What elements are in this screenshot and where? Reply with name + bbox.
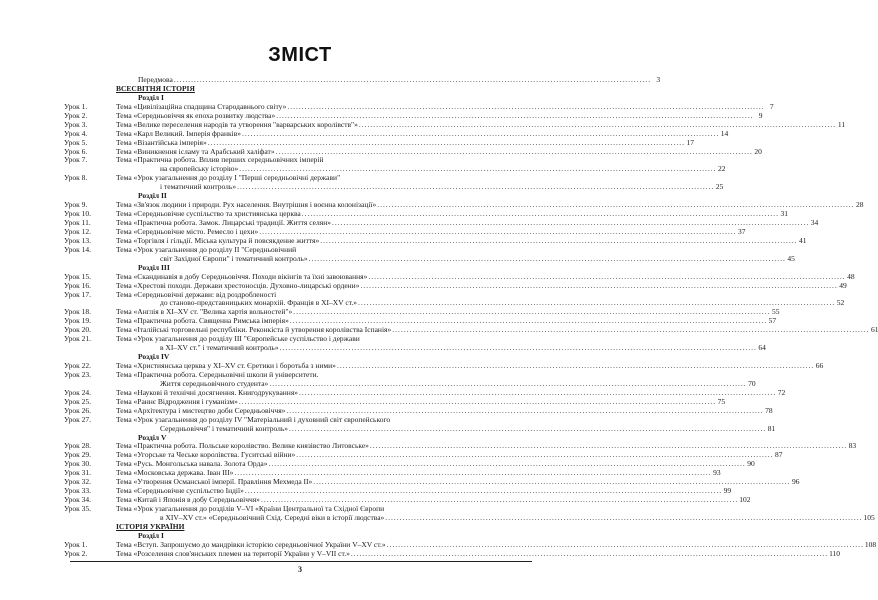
toc-entry-title: Тема «Скандинавія в добу Середньовіччя. Походи вікінгів та їхні завоювання» — [116, 271, 368, 281]
toc-lesson-label: Урок 13. — [64, 235, 92, 245]
toc-lesson-label: Урок 17. — [64, 289, 92, 299]
toc-entry-title: Тема «Середньовічне суспільство Індії» — [116, 486, 244, 496]
toc-entry-title: Тема «Середньовічні держави: від роздробленості — [116, 289, 277, 299]
toc-entry-title: Тема «Середньовіччя як епоха розвитку людства» — [116, 110, 276, 120]
toc-lesson-label: Урок 27. — [64, 414, 92, 424]
toc-page-number: 3 — [656, 75, 661, 84]
toc-lesson-label: Урок 35. — [64, 504, 92, 513]
toc-page-number: 45 — [787, 253, 795, 263]
toc-entry-title: Тема «Розселення слов'янських племен на території України у V–VII ст.» — [116, 548, 350, 558]
toc-leader-dots — [174, 76, 651, 85]
toc-page-number: 41 — [798, 235, 807, 245]
toc-page-number: 17 — [686, 137, 694, 147]
toc-leader-dots — [385, 514, 862, 523]
toc-entry-title: Тема «Практична робота. Замок. Лицарські традиції. Життя селян» — [116, 218, 331, 227]
toc-entry-title: Тема «Раннє Відродження і гуманізм» — [116, 396, 238, 406]
toc-page-number: 37 — [737, 226, 746, 236]
toc-entry-title: Тема «Зв'язок людини і природи. Рух населення. Внутрішня і воєнна колонізації» — [116, 200, 377, 210]
toc-entry-title: Тема «Середньовічне місто. Ремесло і цехи» — [116, 226, 259, 236]
toc-entry-title: Життя середньовічного студента» — [160, 378, 269, 388]
toc-lesson-label: Урок 29. — [64, 450, 92, 460]
toc-lesson-label: Урок 34. — [64, 495, 92, 505]
toc-lesson-label: Урок 33. — [64, 486, 92, 496]
toc-page-number: 75 — [717, 396, 726, 406]
toc-lesson-label: Урок 5. — [64, 137, 88, 147]
toc-page-number: 22 — [718, 164, 726, 174]
toc-entry-title: і тематичний контроль» — [160, 182, 237, 192]
toc-entry-title: Тема «Середньовічне суспільство та християнська церква — [116, 209, 301, 219]
toc-entry-title: Тема «Карл Великий. Імперія франків» — [116, 128, 241, 138]
toc-lesson-label: Урок 31. — [64, 468, 92, 478]
toc-lesson-label: Урок 15. — [64, 271, 92, 281]
toc-entry-title: Тема «Архітектура і мистецтво доби Середньовіччя» — [116, 405, 286, 415]
toc-page-number: 34 — [810, 218, 819, 227]
toc-page-number: 31 — [780, 209, 788, 219]
toc-entry-title: Тема «Практична робота. Священна Римська імперія» — [116, 316, 289, 326]
toc-entry-title: до станово-представницьких монархій. Франція в ХІ–ХV ст.» — [160, 298, 358, 308]
toc-page-number: 11 — [837, 119, 846, 129]
toc-lesson-label: Урок 23. — [64, 369, 92, 379]
toc-leader-dots — [392, 326, 869, 335]
toc-section-heading: ІСТОРІЯ УКРАЇНИ — [116, 521, 185, 531]
toc-page-number: 83 — [848, 441, 857, 451]
toc-page-number: 57 — [768, 316, 777, 326]
table-of-contents — [64, 75, 878, 559]
toc-leader-dots — [360, 282, 837, 291]
toc-entry-title: Тема «Урок узагальнення до розділу ІІІ "Європейське суспільство і держави — [116, 334, 360, 344]
toc-lesson-label: Урок 6. — [64, 146, 88, 156]
toc-entry-title: Тема «Вступ. Запрошуємо до мандрівки історією середньовічної України V–XV ст.» — [116, 539, 386, 549]
toc-entry-title: Тема «Утворення Османської імперії. Правління Мехмеда ІІ» — [116, 477, 313, 487]
toc-chapter-heading: Розділ ІІ — [138, 191, 167, 201]
toc-page-number: 90 — [747, 459, 755, 469]
toc-entry-title: Тема «Практична робота. Вплив перших середньовічних імперій — [116, 155, 324, 165]
toc-page-number: 93 — [713, 468, 721, 478]
toc-page-number: 78 — [765, 405, 773, 415]
toc-page-number: 96 — [792, 477, 800, 487]
toc-entry-title: Тема «Візантійська імперія» — [116, 137, 207, 147]
toc-page-number: 25 — [715, 182, 724, 192]
toc-page-number: 66 — [815, 361, 824, 370]
toc-entry-title: Передмова — [138, 75, 173, 84]
toc-entry-title: Тема «Англія в ХІ–ХV ст. "Велика хартія вольностей"» — [116, 307, 293, 317]
toc-leader-dots — [320, 237, 797, 246]
toc-page-number: 87 — [775, 450, 783, 460]
toc-chapter-heading: Розділ ІІІ — [138, 262, 170, 272]
toc-lesson-label: Урок 1. — [64, 539, 88, 549]
toc-lesson-label: Урок 2. — [64, 110, 88, 120]
toc-chapter-heading: Розділ IV — [138, 352, 170, 362]
toc-entry-title: світ Західної Європи" і тематичний контроль» — [160, 253, 308, 263]
toc-lesson-label: Урок 21. — [64, 334, 92, 344]
toc-page-number: 14 — [720, 128, 729, 138]
page-number: 3 — [298, 565, 302, 574]
toc-page-number: 55 — [771, 307, 780, 317]
toc-chapter-heading: Розділ І — [138, 530, 164, 540]
toc-entry-title: Тема «Урок узагальнення до розділів V–VІ «Країни Центральної та Східної Європи — [116, 504, 385, 513]
toc-lesson-label: Урок 26. — [64, 405, 92, 415]
toc-page-number: 81 — [767, 423, 776, 433]
toc-page-number: 7 — [769, 101, 774, 111]
toc-page-number: 52 — [836, 298, 845, 308]
toc-lesson-label: Урок 25. — [64, 396, 92, 406]
toc-entry-title: Тема «Християнська церква у ХІ–ХV ст. Єретики і боротьба з ними» — [116, 361, 336, 370]
toc-entry-title: Тема «Урок узагальнення до розділу ІІ "Середньовічний — [116, 244, 297, 254]
toc-page-number: 9 — [758, 110, 763, 120]
toc-lesson-label: Урок 16. — [64, 280, 92, 290]
toc-page-number: 70 — [748, 378, 756, 388]
toc-entry-title: Тема «Наукові й технічні досягнення. Книгодрукування» — [116, 387, 299, 397]
toc-lesson-label: Урок 2. — [64, 548, 88, 558]
toc-entry-title: Тема «Виникнення ісламу та Арабський халіфат» — [116, 146, 275, 156]
toc-leader-dots — [309, 255, 786, 264]
toc-entry — [64, 548, 841, 559]
toc-entry-title: Тема «Урок узагальнення до розділу IV "Матеріальний і духовний світ європейського — [116, 414, 391, 424]
toc-lesson-label: Урок 20. — [64, 325, 92, 335]
toc-entry-title: Тема «Практична робота. Польське королівство. Велике князівство Литовське» — [116, 441, 369, 451]
toc-lesson-label: Урок 32. — [64, 477, 92, 487]
toc-section-heading: ВСЕСВІТНЯ ІСТОРІЯ — [116, 83, 195, 93]
toc-entry-title: на європейську історію» — [160, 164, 239, 174]
toc-chapter-heading: Розділ V — [138, 432, 167, 442]
toc-page-number: 20 — [754, 146, 762, 156]
toc-lesson-label: Урок 8. — [64, 173, 88, 183]
toc-entry-title: Середньовіччя" і тематичний контроль» — [160, 423, 289, 433]
toc-lesson-label: Урок 14. — [64, 244, 92, 254]
toc-lesson-label: Урок 10. — [64, 209, 92, 219]
toc-leader-dots — [337, 362, 814, 371]
toc-page-number: 64 — [758, 343, 766, 353]
toc-entry-continuation — [116, 423, 776, 434]
toc-entry-continuation — [116, 343, 766, 353]
toc-lesson-label: Урок 12. — [64, 226, 92, 236]
toc-lesson-label: Урок 22. — [64, 361, 92, 370]
toc-page-number: 49 — [839, 280, 847, 290]
toc-lesson-label: Урок 1. — [64, 101, 88, 111]
toc-entry-title: Тема «Угорське та Чеське королівства. Гуситські війни» — [116, 450, 296, 460]
toc-entry-title: Тема «Хрестові походи. Держави хрестоносців. Духовно-лицарські ордени» — [116, 280, 360, 290]
toc-leader-dots — [276, 148, 753, 157]
toc-entry-title: Тема «Італійські торговельні республіки. Реконкіста й утворення королівства Іспанія» — [116, 325, 392, 335]
toc-entry-title: Тема «Торгівля і гільдії. Міська культура й повсякденне життя» — [116, 235, 320, 245]
toc-lesson-label: Урок 9. — [64, 200, 88, 210]
toc-entry-title: в ХІ–ХV ст." і тематичний контроль» — [160, 343, 279, 353]
page-title: ЗМІСТ — [268, 44, 332, 66]
toc-page-number: 61 — [870, 325, 878, 335]
toc-lesson-label: Урок 4. — [64, 128, 88, 138]
toc-lesson-label: Урок 30. — [64, 459, 92, 469]
toc-entry-title: Тема «Велике переселення народів та утворення "варварських королівств"» — [116, 119, 358, 129]
toc-leader-dots — [351, 550, 828, 559]
toc-lesson-label: Урок 11. — [64, 218, 91, 227]
toc-entry-title: в ХІV–ХV ст.» «Середньовічний Схід. Середні віки в історії людства» — [160, 512, 385, 522]
toc-entry-title: Тема «Цивілізаційна спадщина Стародавнього світу» — [116, 101, 287, 111]
toc-lesson-label: Урок 3. — [64, 119, 88, 129]
toc-lesson-label: Урок 28. — [64, 441, 92, 451]
toc-lesson-label: Урок 24. — [64, 387, 92, 397]
toc-page-number: 102 — [739, 495, 751, 505]
footer-divider — [70, 561, 532, 562]
toc-page-number: 108 — [864, 539, 877, 549]
toc-entry-title: Тема «Московська держава. Іван ІІІ» — [116, 468, 234, 478]
toc-page-number: 99 — [723, 486, 732, 496]
toc-entry-title: Тема «Урок узагальнення до розділу І "Перші середньовічні держави" — [116, 173, 341, 183]
toc-entry-continuation — [116, 182, 724, 192]
toc-entry-title: Тема «Китай і Японія в добу Середньовіччя» — [116, 495, 260, 505]
toc-leader-dots — [237, 183, 714, 192]
toc-leader-dots — [289, 425, 766, 434]
toc-lesson-label: Урок 19. — [64, 316, 92, 326]
toc-entry-title: Тема «Русь. Монгольська навала. Золота Орда» — [116, 459, 268, 469]
toc-leader-dots — [280, 344, 757, 353]
toc-page-number: 28 — [856, 200, 864, 210]
toc-chapter-heading: Розділ І — [138, 92, 164, 102]
toc-page-number: 110 — [829, 548, 841, 558]
toc-entry-title: Тема «Практична робота. Середньовічні школи й університети. — [116, 369, 319, 379]
toc-page-number: 72 — [777, 387, 786, 397]
toc-page-number: 48 — [847, 271, 855, 281]
toc-lesson-label: Урок 18. — [64, 307, 92, 317]
toc-lesson-label: Урок 7. — [64, 155, 88, 165]
toc-page-number: 105 — [863, 512, 875, 522]
